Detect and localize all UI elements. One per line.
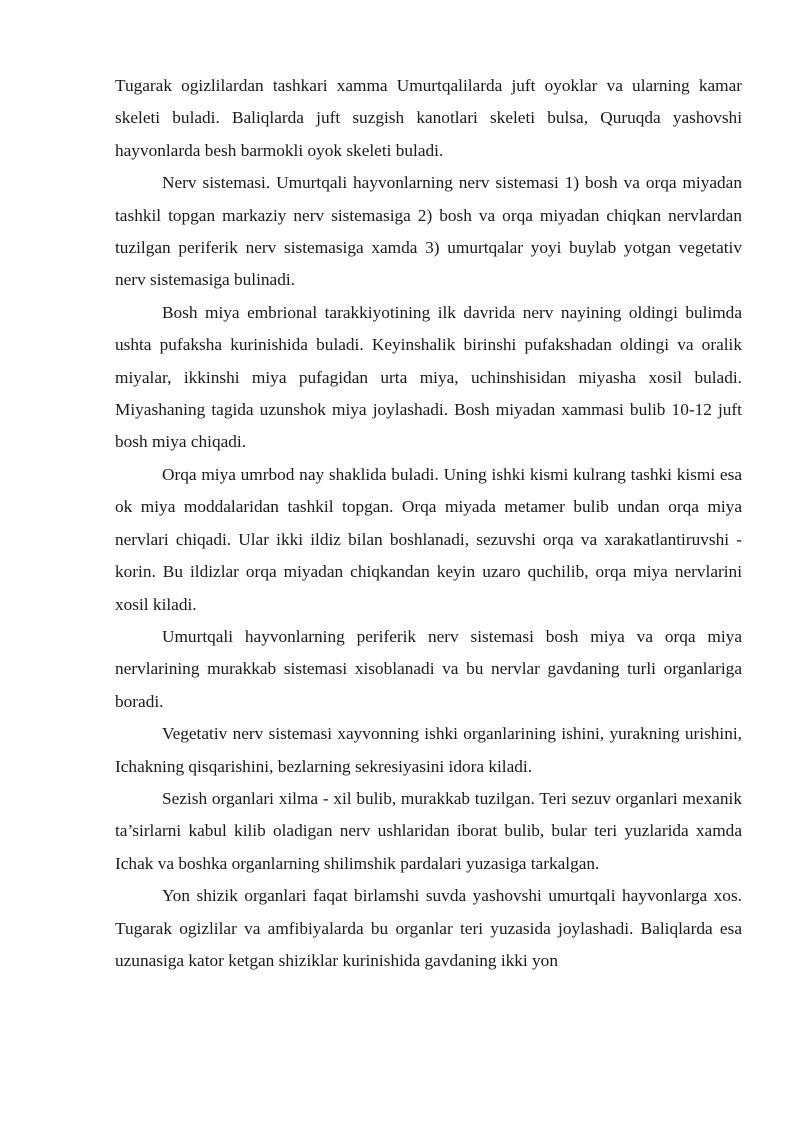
paragraph-7: Sezish organlari xilma - xil bulib, murakkab tuzilgan. Teri sezuv organlari mexanik ta’sirlarni kabul kilib oladigan nerv ushlaridan iborat bulib, bular teri yuzlarida xamda Ichak va boshka organlarning shilimshik pardalari yuzasiga tarkalgan. (115, 788, 742, 873)
paragraph-2: Nerv sistemasi. Umurtqali hayvonlarning nerv sistemasi 1) bosh va orqa miyadan tashkil topgan markaziy nerv sistemasiga 2) bosh va orqa miyadan chiqkan nervlardan tuzilgan periferik nerv sistemasiga xamda 3) umurtqalar yoyi buylab yotgan vegetativ nerv sistemasiga bulinadi. (115, 173, 742, 290)
paragraph-8: Yon shizik organlari faqat birlamshi suvda yashovshi umurtqali hayvonlarga xos. Tugarak ogizlilar va amfibiyalarda bu organlar teri yuzasida joylashadi. Baliqlarda esa uzunasiga kator ketgan shiziklar kurinishida gavdaning ikki yon (115, 886, 742, 970)
paragraph-6: Vegetativ nerv sistemasi xayvonning ishki organlarining ishini, yurakning urishini, Ichakning qisqarishini, bezlarning sekresiyasini idora kiladi. (115, 724, 742, 776)
paragraph-3: Bosh miya embrional tarakkiyotining ilk davrida nerv nayining oldingi bulimda ushta pufaksha kurinishida buladi. Keyinshalik birinshi pufakshadan oldingi va oralik miyalar, ikkinshi miya pufagidan urta miya, uchinshisidan miyasha xosil buladi. Miyashaning tagida uzunshok miya joylashadi. Bosh miyadan xammasi bulib 10-12 juft bosh miya chiqadi. (115, 302, 742, 452)
paragraph-1: Tugarak ogizlilardan tashkari xamma Umurtqalilarda juft oyoklar va ularning kamar skeleti buladi. Baliqlarda juft suzgish kanotlari skeleti bulsa, Quruqda yashovshi hayvonlarda besh barmokli oyok skeleti buladi. (115, 76, 742, 160)
paragraph-5: Umurtqali hayvonlarning periferik nerv sistemasi bosh miya va orqa miya nervlarining murakkab sistemasi xisoblanadi va bu nervlar gavdaning turli organlariga boradi. (115, 626, 742, 711)
document-page (115, 70, 742, 977)
paragraph-4: Orqa miya umrbod nay shaklida buladi. Uning ishki kismi kulrang tashki kismi esa ok miya moddalaridan tashkil topgan. Orqa miyada metamer bulib undan orqa miya nervlari chiqadi. Ular ikki ildiz bilan boshlanadi, sezuvshi orqa va xarakatlantiruvshi - korin. Bu ildizlar orqa miyadan chiqkandan keyin uzaro quchilib, orqa miya nervlarini xosil kiladi. (115, 464, 742, 614)
